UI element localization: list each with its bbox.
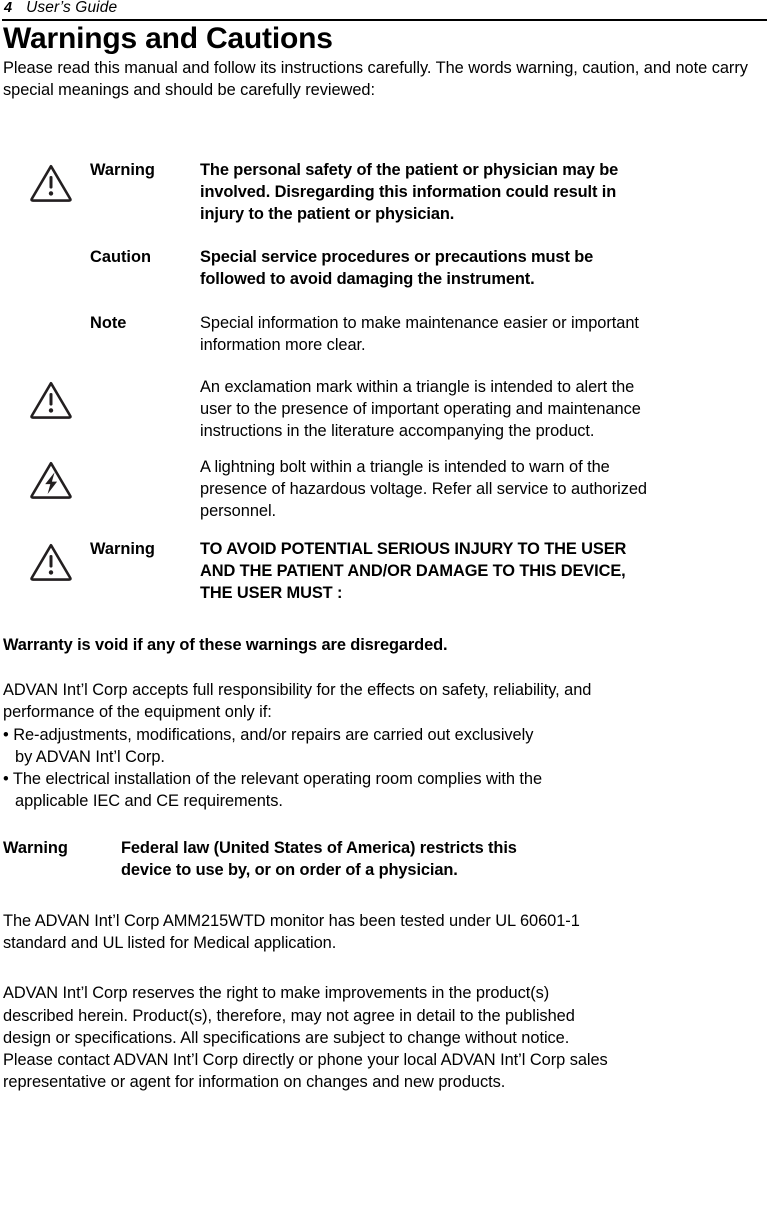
- disclaimer-line-4: Please contact ADVAN Int’l Corp directly or phone your local ADVAN Int’l Corp sales: [3, 1050, 608, 1069]
- notice-body-note: [200, 313, 767, 357]
- notice-icon-spacer-note: [2, 313, 90, 316]
- notice-exclamation-line-2: user to the presence of important operating and maintenance: [200, 400, 641, 419]
- intro-line-1: Please read this manual and follow its instructions carefully. The words warning,: [3, 58, 578, 77]
- notice-body-caution: [200, 247, 767, 291]
- disclaimer-line-2: described herein. Product(s), therefore, may not agree in detail to the published: [3, 1006, 575, 1025]
- notice-caution-line-1: Special service procedures or precautions must be: [200, 248, 594, 267]
- notice-label-caution: Caution: [90, 248, 152, 267]
- disclaimer-paragraph: [3, 982, 767, 1093]
- federal-warning-line-2: device to use by, or on order of a physician.: [121, 861, 458, 880]
- page-number: 4: [4, 0, 13, 16]
- notice-icon-spacer-caution: [2, 247, 90, 250]
- page-title: Warnings and Cautions: [3, 22, 333, 55]
- responsibility-paragraph: [3, 679, 767, 812]
- federal-warning-line-1: Federal law (United States of America) restricts this: [121, 839, 517, 858]
- responsibility-line-2: performance of the equipment only if:: [3, 703, 272, 722]
- notice-warning-caps-line-1: TO AVOID POTENTIAL SERIOUS INJURY TO THE USER: [200, 540, 627, 559]
- notice-label-warning: Warning: [90, 160, 155, 179]
- notice-body-exclamation: [200, 377, 767, 443]
- disclaimer-line-1: ADVAN Int’l Corp reserves the right to make improvements in the product(s): [3, 984, 550, 1003]
- notice-exclamation-line-3: instructions in the literature accompanying the product.: [200, 422, 595, 441]
- responsibility-bullet-2-cont: applicable IEC and CE requirements.: [15, 791, 283, 810]
- notice-label-note: Note: [90, 314, 127, 333]
- responsibility-bullet-2: • The electrical installation of the relevant operating room complies with the: [3, 769, 543, 788]
- notice-row-caution: [2, 247, 767, 291]
- notice-note-line-2: information more clear.: [200, 336, 366, 355]
- notice-caution-line-2: followed to avoid damaging the instrument.: [200, 270, 535, 289]
- notice-warning-line-3: injury to the patient or physician.: [200, 204, 455, 223]
- responsibility-bullet-1: • Re-adjustments, modifications, and/or repairs are carried out exclusively: [3, 725, 534, 744]
- ul-statement-line-1: The ADVAN Int’l Corp AMM215WTD monitor has been tested under UL 60601-1: [3, 912, 580, 931]
- notice-label-warning-caps: Warning: [90, 540, 155, 559]
- notice-row-warning-caps: [2, 539, 767, 605]
- federal-warning-body: [121, 838, 517, 882]
- notice-warning-caps-line-2: AND THE PATIENT AND/OR DAMAGE TO THIS DEVICE,: [200, 562, 626, 581]
- notice-body-warning: [200, 160, 767, 226]
- ul-certification-statement: [3, 910, 767, 954]
- notice-warning-line-2: involved. Disregarding this information could result in: [200, 182, 617, 201]
- responsibility-line-1: ADVAN Int’l Corp accepts full responsibility for the effects on safety, reliability, and: [3, 681, 592, 700]
- notice-lightning-line-1: A lightning bolt within a triangle is intended to warn of the: [200, 458, 610, 477]
- ul-statement-line-2: standard and UL listed for Medical application.: [3, 934, 337, 953]
- warning-triangle-exclamation-icon: [2, 377, 90, 420]
- responsibility-bullet-1-cont: by ADVAN Int’l Corp.: [15, 747, 165, 766]
- notice-note-line-1: Special information to make maintenance easier or important: [200, 314, 639, 333]
- guide-title: User’s Guide: [26, 0, 118, 16]
- warning-triangle-exclamation-icon: [2, 160, 90, 203]
- notice-lightning-line-3: personnel.: [200, 502, 277, 521]
- header-divider: [2, 19, 767, 21]
- intro-line-2: caution, and note carry special meanings and should be carefully reviewed:: [3, 58, 748, 100]
- notice-row-note: [2, 313, 767, 357]
- running-header: [2, 0, 767, 18]
- notice-warning-line-1: The personal safety of the patient or physician may be: [200, 160, 619, 179]
- federal-warning-label: Warning: [3, 839, 68, 858]
- warning-triangle-exclamation-icon: [2, 539, 90, 582]
- intro-paragraph: [3, 57, 767, 102]
- notice-body-warning-caps: [200, 539, 767, 605]
- notice-warning-caps-line-3: THE USER MUST :: [200, 584, 343, 603]
- notice-row-exclamation-symbol: [2, 377, 767, 443]
- federal-law-warning: [3, 838, 767, 882]
- notice-row-warning-primary: [2, 160, 767, 226]
- disclaimer-line-3: design or specifications. All specifications are subject to change without notice.: [3, 1028, 570, 1047]
- notice-block: [2, 160, 767, 606]
- warranty-void-statement: Warranty is void if any of these warnings are disregarded.: [3, 636, 448, 655]
- notice-body-lightning: [200, 457, 767, 523]
- notice-row-lightning-symbol: [2, 457, 767, 523]
- notice-exclamation-line-1: An exclamation mark within a triangle is intended to alert the: [200, 378, 635, 397]
- warning-triangle-lightning-icon: [2, 457, 90, 500]
- disclaimer-line-5: representative or agent for information on changes and new products.: [3, 1072, 506, 1091]
- notice-lightning-line-2: presence of hazardous voltage. Refer all service to authorized: [200, 480, 647, 499]
